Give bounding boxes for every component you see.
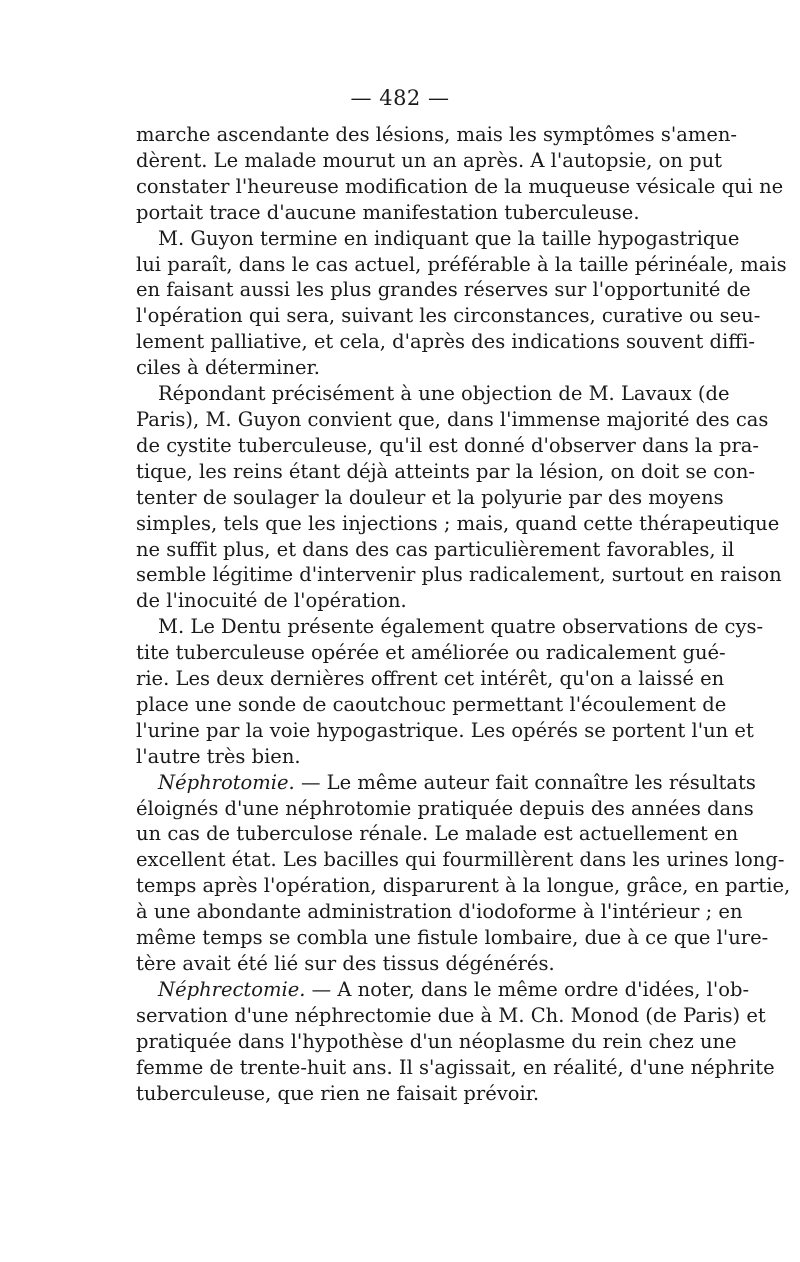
text-line	[136, 977, 750, 1003]
text-line: rie. Les deux dernières offrent cet intérêt, qu'on a laissé en	[136, 667, 725, 691]
text-line: temps après l'opération, disparurent à la longue, grâce, en partie,	[136, 874, 791, 898]
text-line: de cystite tuberculeuse, qu'il est donné d'observer dans la pra-	[136, 433, 760, 457]
paragraph-nephrectomie	[136, 977, 775, 1107]
section-heading-nephrectomie: Néphrectomie.	[158, 977, 306, 1001]
paragraph-2	[136, 226, 787, 381]
text-line: l'opération qui sera, suivant les circonstances, curative ou seu-	[136, 304, 761, 328]
text-line: semble légitime d'intervenir plus radicalement, surtout en raison	[136, 563, 782, 587]
text-line: l'urine par la voie hypogastrique. Les opérés se portent l'un et	[136, 718, 754, 742]
text-line: tique, les reins étant déjà atteints par la lésion, on doit se con-	[136, 459, 756, 483]
body-text	[136, 122, 791, 1106]
text-line: éloignés d'une néphrotomie pratiquée depuis des années dans	[136, 796, 754, 820]
text-line: l'autre très bien.	[136, 744, 301, 768]
text-line: marche ascendante des lésions, mais les symptômes s'amen-	[136, 123, 738, 146]
text-line: M. Le Dentu présente également quatre observations de cys-	[158, 615, 764, 639]
text-line: M. Guyon termine en indiquant que la taille hypogastrique	[158, 226, 740, 250]
text-line	[136, 770, 756, 796]
text-line: lement palliative, et cela, d'après des indications souvent diffi-	[136, 330, 755, 354]
text-line: dèrent. Le malade mourut un an après. A l'autopsie, on put	[136, 148, 723, 172]
text-line: Répondant précisément à une objection de M. Lavaux (de	[158, 382, 730, 406]
text-line: pratiquée dans l'hypothèse d'un néoplasme du rein chez une	[136, 1029, 737, 1053]
text-line: excellent état. Les bacilles qui fourmillèrent dans les urines long-	[136, 848, 785, 872]
text-line: femme de trente-huit ans. Il s'agissait, en réalité, d'une néphrite	[136, 1055, 775, 1079]
text-line: même temps se combla une fistule lombaire, due à ce que l'ure-	[136, 926, 769, 950]
text-line: ciles à déterminer.	[136, 356, 320, 380]
text-line: Paris), M. Guyon convient que, dans l'immense majorité des cas	[136, 407, 769, 431]
section-heading-nephrotomie: Néphrotomie.	[158, 770, 295, 794]
text-line: lui paraît, dans le cas actuel, préférable à la taille périnéale, mais	[136, 252, 787, 276]
text-line: tite tuberculeuse opérée et améliorée ou radicalement gué-	[136, 641, 726, 665]
text-line: tère avait été lié sur des tissus dégénérés.	[136, 952, 555, 975]
text-line: tuberculeuse, que rien ne faisait prévoir.	[136, 1081, 540, 1105]
paragraph-3	[136, 381, 782, 614]
paragraph-1	[136, 122, 784, 226]
text-line: ne suffit plus, et dans des cas particulièrement favorables, il	[136, 537, 735, 561]
paragraph-nephrotomie	[136, 770, 791, 977]
text-line: place une sonde de caoutchouc permettant l'écoulement de	[136, 692, 727, 716]
text-run: — Le même auteur fait connaître les résultats	[294, 770, 756, 794]
text-line: en faisant aussi les plus grandes réserves sur l'opportunité de	[136, 278, 751, 302]
text-line: servation d'une néphrectomie due à M. Ch. Monod (de Paris) et	[136, 1003, 766, 1027]
text-line: un cas de tuberculose rénale. Le malade est actuellement en	[136, 822, 739, 846]
text-line: simples, tels que les injections ; mais, quand cette thérapeutique	[136, 511, 780, 535]
text-line: portait trace d'aucune manifestation tuberculeuse.	[136, 200, 640, 224]
paragraph-4	[136, 614, 764, 769]
text-line: de l'inocuité de l'opération.	[136, 589, 407, 613]
page-number: — 482 —	[350, 86, 450, 110]
text-line: à une abondante administration d'iodoforme à l'intérieur ; en	[136, 900, 743, 924]
text-run: — A noter, dans le même ordre d'idées, l'ob-	[305, 977, 750, 1001]
text-line: constater l'heureuse modification de la muqueuse vésicale qui ne	[136, 174, 784, 198]
text-line: tenter de soulager la douleur et la polyurie par des moyens	[136, 485, 724, 509]
